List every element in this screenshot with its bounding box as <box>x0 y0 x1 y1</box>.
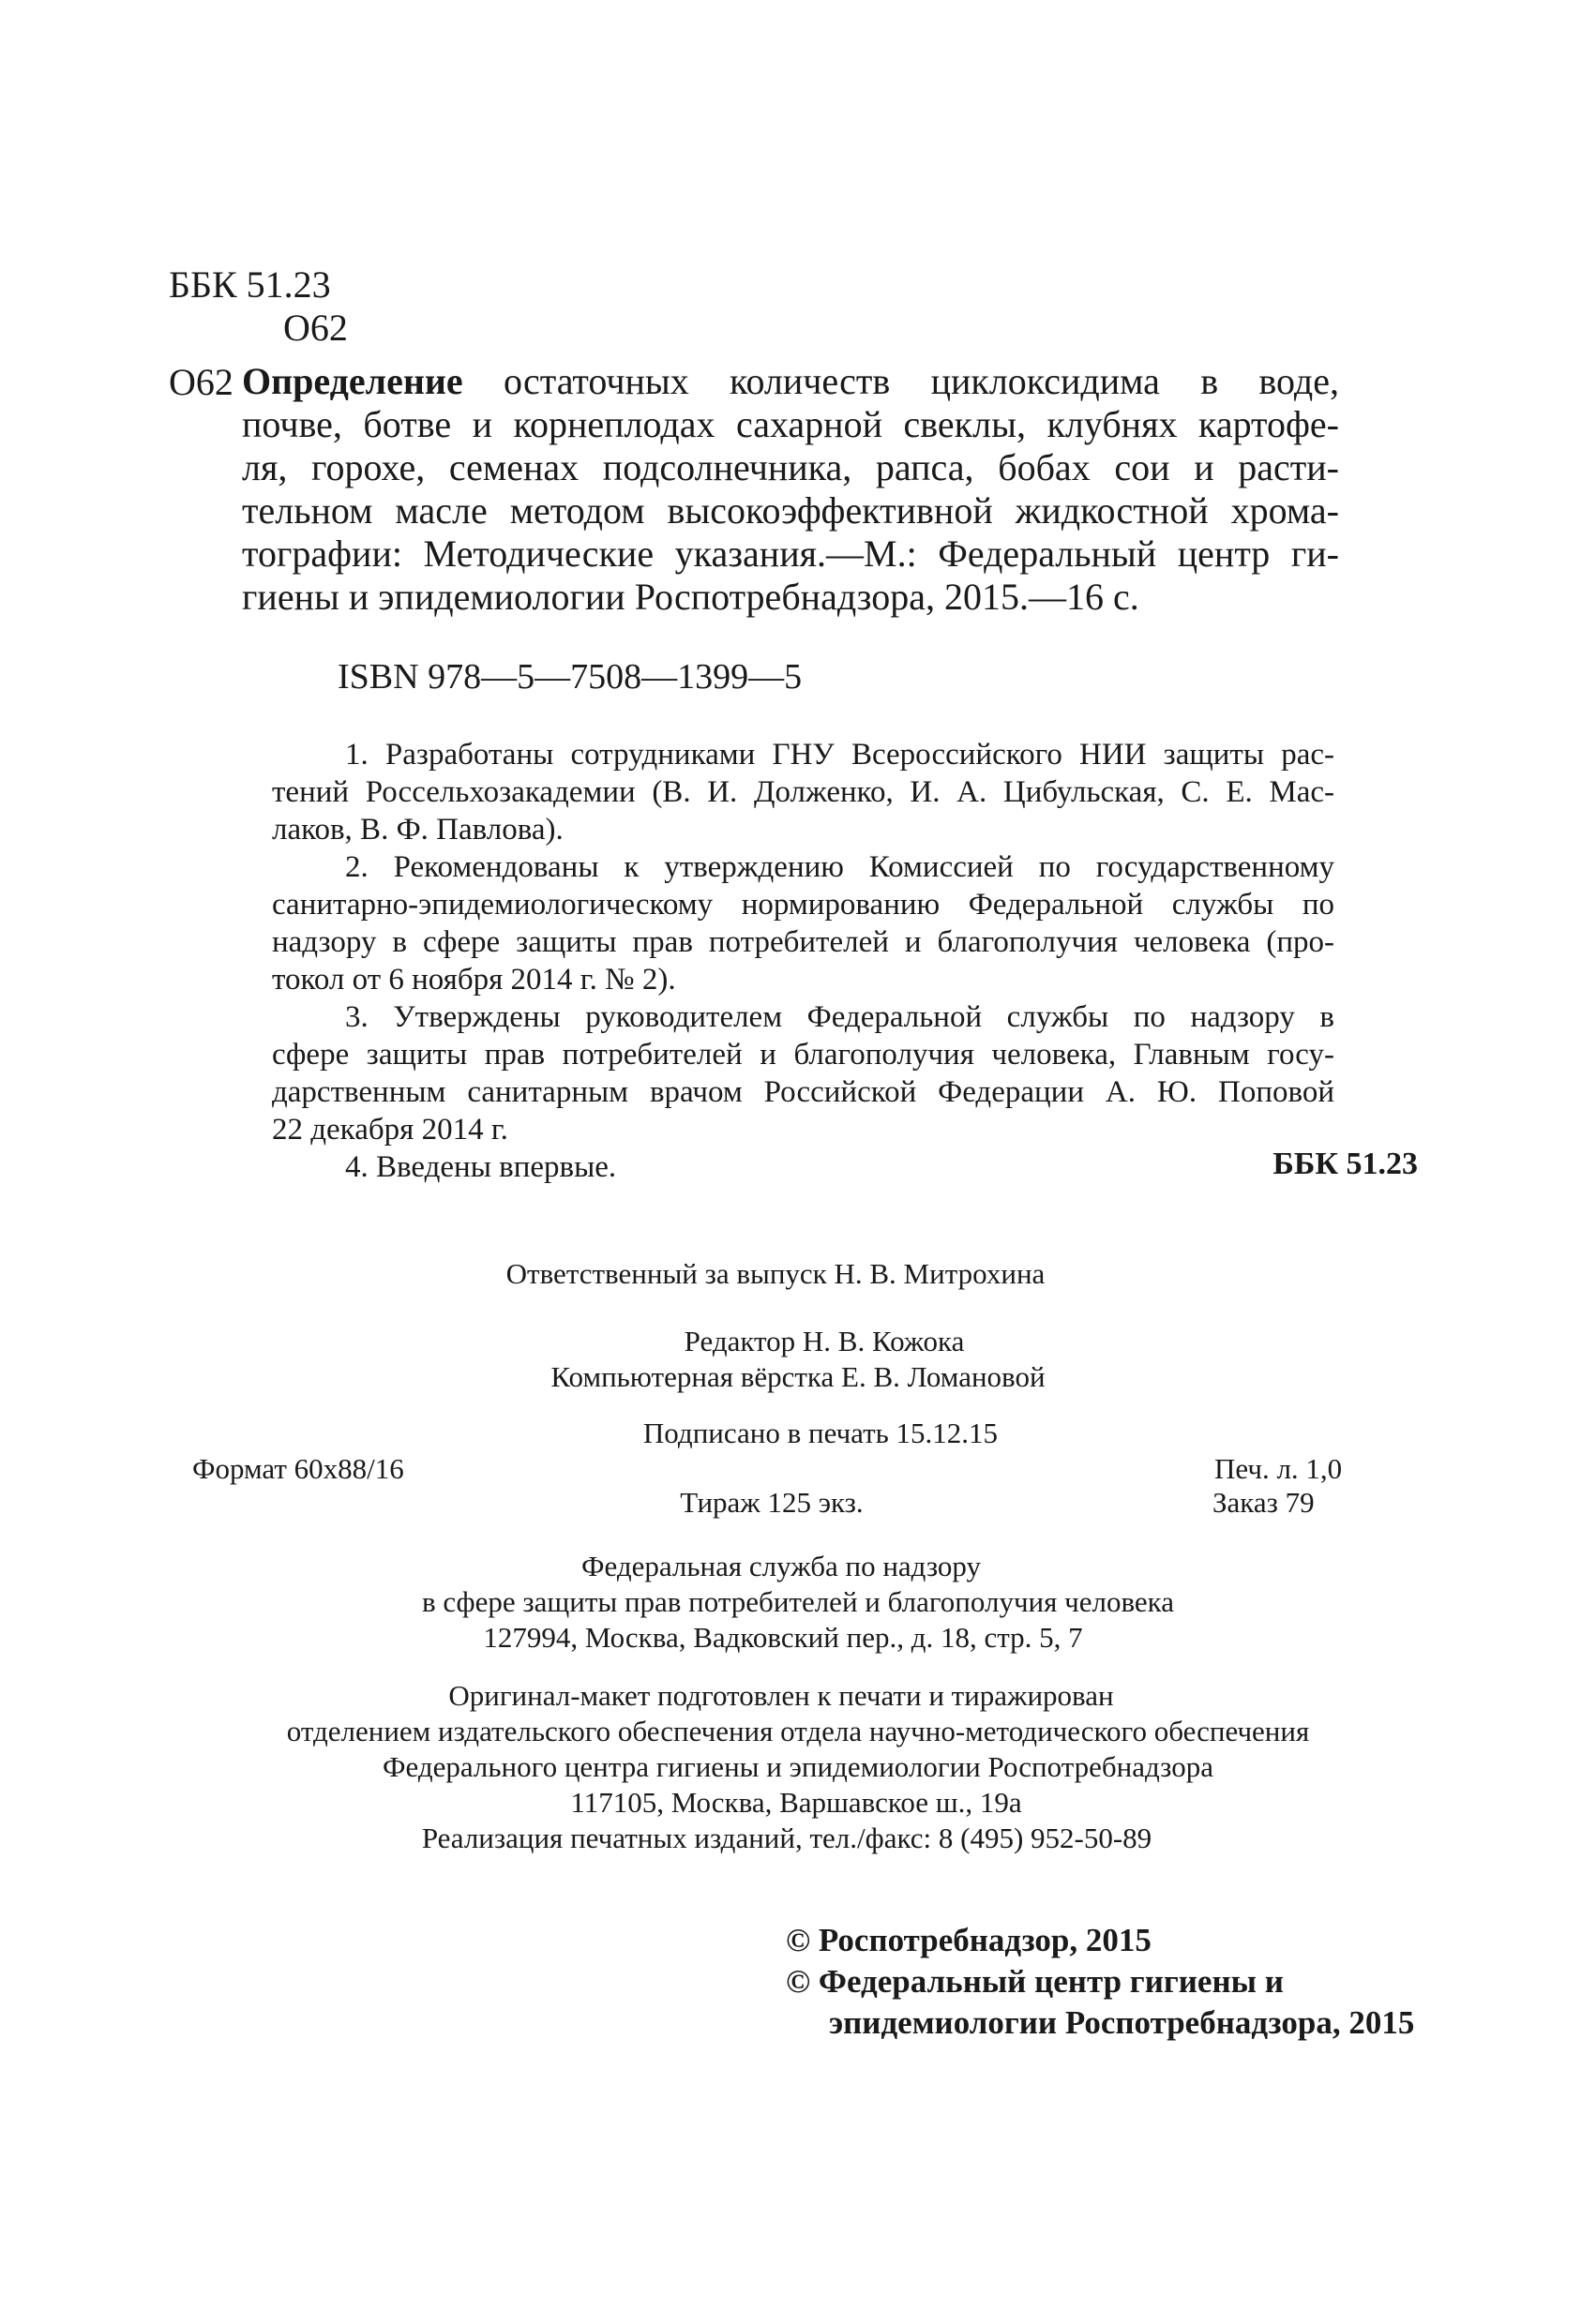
printed-sheets: Печ. л. 1,0 <box>1214 1452 1343 1485</box>
note-line: дарственным санитарным врачом Российской Федерации А. Ю. Поповой <box>272 1075 1334 1109</box>
copyright-line: © Федеральный центр гигиены и <box>786 1963 1284 2000</box>
note-line: токол от 6 ноября 2014 г. № 2). <box>272 963 676 997</box>
signed-for-print: Подписано в печать 15.12.15 <box>642 1417 999 1449</box>
copyright-line: © Роспотребнадзор, 2015 <box>786 1922 1152 1958</box>
note-line: надзору в сфере защиты прав потребителей и благополучия человека (про- <box>272 925 1334 959</box>
bibliography-line: тографии: Методические указания.—М.: Федеральный центр ги- <box>242 532 1339 575</box>
printer-block <box>0 1678 1596 1856</box>
note-line: 1. Разработаны сотрудниками ГНУ Всероссийского НИИ защиты рас- <box>345 738 1334 772</box>
paper-format: Формат 60x88/16 <box>192 1452 404 1485</box>
notes-list <box>272 736 1334 1186</box>
order-number: Заказ 79 <box>1212 1486 1315 1519</box>
print-run: Тираж 125 экз. <box>680 1486 864 1519</box>
bibliography-line: ля, горохе, семенах подсолнечника, рапса, бобах сои и расти- <box>242 446 1339 488</box>
isbn: ISBN 978—5—7508—1399—5 <box>338 657 803 697</box>
bbk-footer: ББК 51.23 <box>1272 1147 1418 1181</box>
note-line: 4. Введены впервые. <box>345 1150 617 1184</box>
printer-line: отделением издательского обеспечения отдела научно-методического обеспечения <box>286 1715 1310 1747</box>
bibliography-line: тельном масле методом высокоэффективной жидкостной хрома- <box>242 489 1339 532</box>
printer-line: Федерального центра гигиены и эпидемиологии Роспотребнадзора <box>383 1750 1213 1783</box>
note-line: лаков, В. Ф. Павлова). <box>272 813 564 847</box>
responsible-editor: Ответственный за выпуск Н. В. Митрохина <box>505 1257 1046 1290</box>
bibliographic-description <box>242 360 1339 619</box>
copyright-block <box>786 1920 1414 2044</box>
printer-line: Реализация печатных изданий, тел./факс: 8 (495) 952-50-89 <box>421 1822 1152 1854</box>
publisher-block <box>0 1549 1596 1656</box>
bibliography-line: почве, ботве и корнеплодах сахарной свеклы, клубнях картофе- <box>242 403 1339 445</box>
bibliography-line: гиены и эпидемиологии Роспотребнадзора, 2015.—16 с. <box>242 576 1139 618</box>
note-line: 2. Рекомендованы к утверждению Комиссией по государственному <box>345 850 1334 884</box>
note-line: 22 декабря 2014 г. <box>272 1113 508 1147</box>
publisher-line: 127994, Москва, Вадковский пер., д. 18, стр. 5, 7 <box>483 1621 1083 1654</box>
copyright-line: эпидемиологии Роспотребнадзора, 2015 <box>829 2004 1415 2041</box>
bibliography-code: О62 <box>169 361 233 403</box>
layout-credit: Компьютерная вёрстка Е. В. Ломановой <box>550 1360 1046 1393</box>
publisher-line: Федеральная служба по надзору <box>581 1550 981 1582</box>
editor: Редактор Н. В. Кожока <box>684 1325 965 1357</box>
note-line: сфере защиты прав потребителей и благополучия человека, Главным госу- <box>272 1038 1334 1072</box>
bbk-classification: ББК 51.23 <box>169 263 331 306</box>
note-line: санитарно-эпидемиологическому нормированию Федеральной службы по <box>272 888 1334 922</box>
publisher-line: в сфере защиты прав потребителей и благополучия человека <box>421 1585 1175 1618</box>
title-word: Определение <box>242 360 463 402</box>
note-line: 3. Утверждены руководителем Федеральной службы по надзору в <box>345 1000 1334 1034</box>
printer-line: Оригинал-макет подготовлен к печати и тиражирован <box>448 1679 1114 1712</box>
printer-line: 117105, Москва, Варшавское ш., 19а <box>570 1786 1022 1819</box>
bibliography-line-1: Определение остаточных количеств циклоксидима в воде, <box>242 360 1340 402</box>
note-line: тений Россельхозакадемии (В. И. Долженко, И. А. Цибульская, С. Е. Мас- <box>272 775 1334 809</box>
author-sign: О62 <box>283 307 348 349</box>
